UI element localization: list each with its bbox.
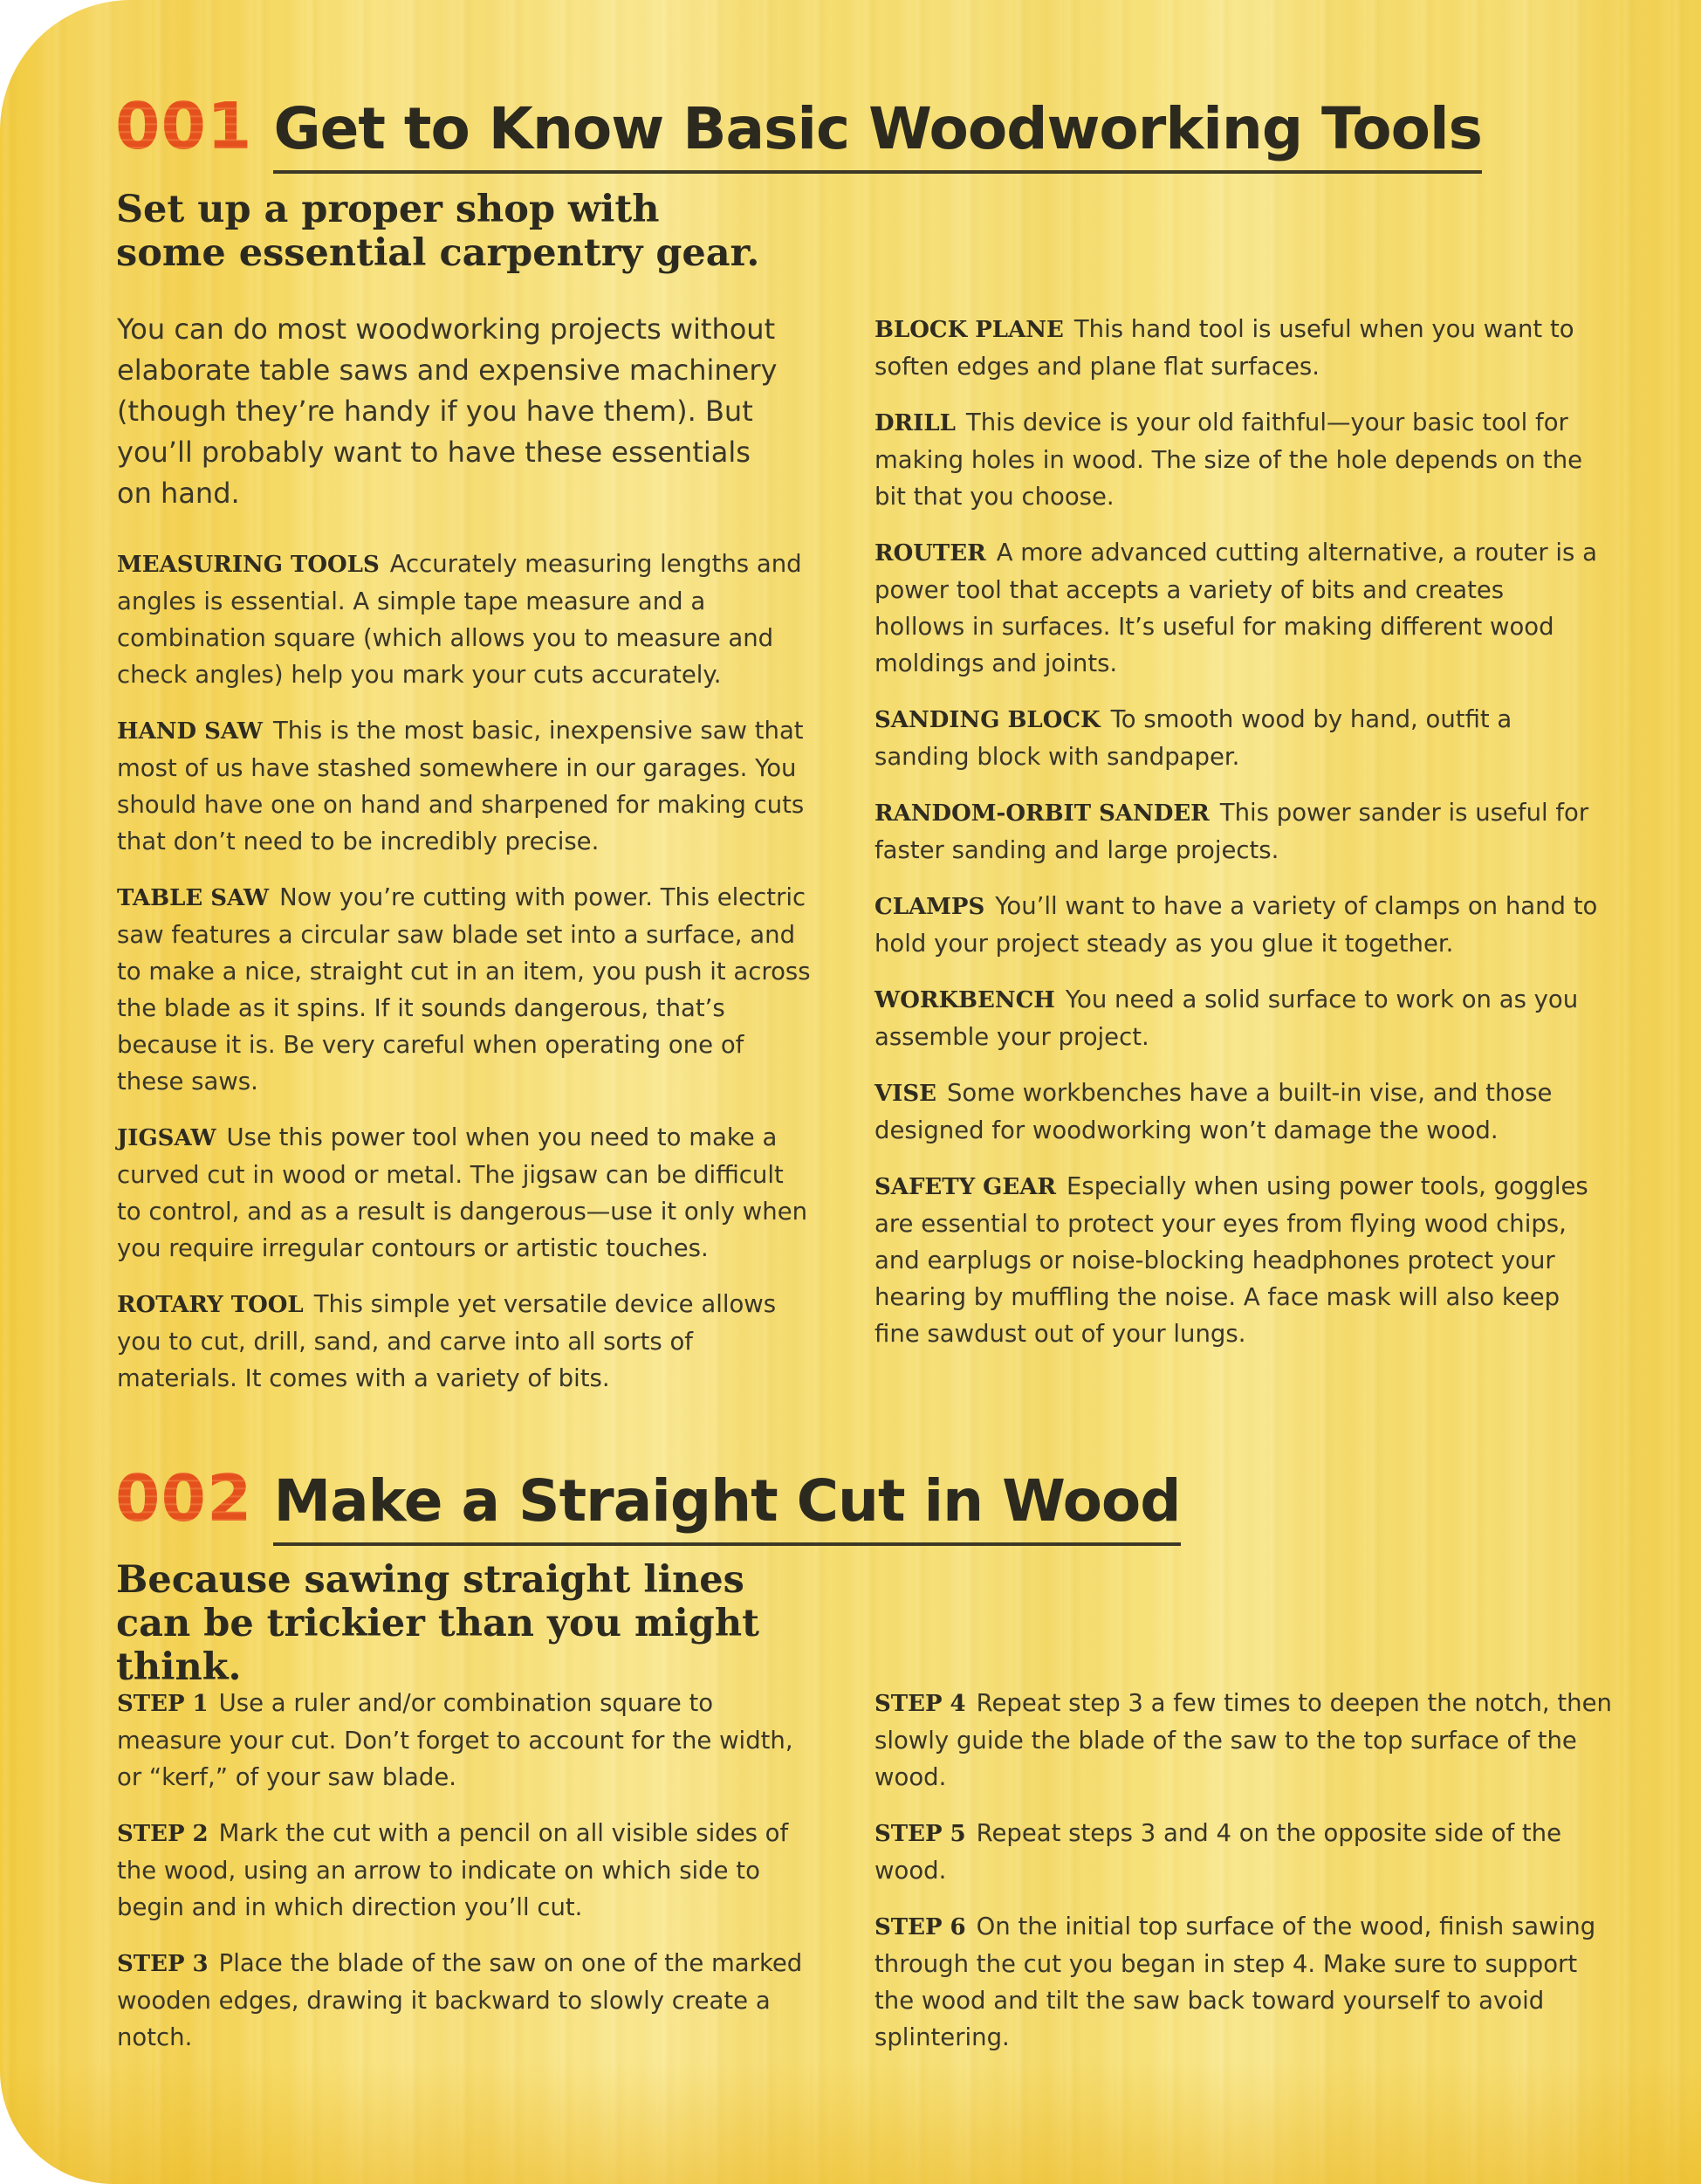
step-entry xyxy=(117,1945,815,2056)
step-entry xyxy=(117,1815,815,1926)
tool-entry xyxy=(117,1286,815,1397)
tool-entry xyxy=(875,404,1599,515)
tool-description: To smooth wood by hand, outfit a sanding block with sandpaper. xyxy=(875,705,1512,771)
tool-label: MEASURING TOOLS xyxy=(117,552,380,578)
tool-label: SAFETY GEAR xyxy=(875,1174,1056,1200)
tool-label: WORKBENCH xyxy=(875,987,1055,1013)
section-1-left-list xyxy=(117,546,815,1397)
tool-entry xyxy=(875,981,1599,1055)
tool-label: BLOCK PLANE xyxy=(875,317,1064,343)
tool-description: This power sander is useful for faster sanding and large projects. xyxy=(875,799,1589,864)
step-label: STEP 4 xyxy=(875,1691,966,1717)
section-2-header xyxy=(115,1461,1181,1546)
step-entry xyxy=(117,1685,815,1796)
tool-description: You’ll want to have a variety of clamps on hand to hold your project steady as you glue it together. xyxy=(875,892,1598,958)
tool-description: This device is your old faithful—your basic tool for making holes in wood. The size of the hole depends on the bit that you choose. xyxy=(875,409,1583,511)
section-1-number: 001 xyxy=(115,89,253,164)
tool-label: CLAMPS xyxy=(875,894,985,920)
tool-entry xyxy=(875,888,1599,962)
tool-description: Especially when using power tools, goggles are essential to protect your eyes from flying wood chips, and earplugs or noise-blocking headphones protect your hearing by muffling the noise. A face mask will also keep fine sawdust out of your lungs. xyxy=(875,1172,1588,1348)
tool-description: A more advanced cutting alternative, a router is a power tool that accepts a variety of bits and creates hollows in surfaces. It’s useful for making different wood moldings and joints. xyxy=(875,539,1597,677)
section-1-header xyxy=(115,89,1482,174)
section-2-number: 002 xyxy=(115,1461,253,1536)
step-description: Repeat step 3 a few times to deepen the notch, then slowly guide the blade of the saw to the top surface of the wood. xyxy=(875,1689,1612,1791)
step-label: STEP 5 xyxy=(875,1821,966,1847)
step-entry xyxy=(875,1685,1616,1796)
tool-description: This simple yet versatile device allows you to cut, drill, sand, and carve into all sorts of materials. It comes with a variety of bits. xyxy=(117,1290,777,1392)
section-2-left-column xyxy=(117,1685,815,2075)
tool-entry xyxy=(875,1075,1599,1149)
tool-label: RANDOM-ORBIT SANDER xyxy=(875,800,1210,827)
tool-entry xyxy=(875,701,1599,775)
tool-label: HAND SAW xyxy=(117,718,263,745)
tool-entry xyxy=(117,1119,815,1267)
step-description: Place the blade of the saw on one of the marked wooden edges, drawing it backward to slowly create a notch. xyxy=(117,1949,803,2051)
tool-description: This hand tool is useful when you want to soften edges and plane flat surfaces. xyxy=(875,315,1574,381)
step-label: STEP 2 xyxy=(117,1821,209,1847)
section-1-right-column xyxy=(875,311,1599,1371)
tool-label: SANDING BLOCK xyxy=(875,707,1101,733)
tool-description: Accurately measuring lengths and angles is essential. A simple tape measure and a combination square (which allows you to measure and check angles) help you mark your cuts accurately. xyxy=(117,550,802,689)
tool-description: Use this power tool when you need to make a curved cut in wood or metal. The jigsaw can be difficult to control, and as a result is dangerous—use it only when you require irregular contours or artistic touches. xyxy=(117,1123,808,1262)
step-entry xyxy=(875,1908,1616,2056)
tool-entry xyxy=(117,712,815,860)
tool-entry xyxy=(875,794,1599,869)
tool-label: DRILL xyxy=(875,410,956,436)
step-description: On the initial top surface of the wood, finish sawing through the cut you began in step 4. Make sure to support the wood and tilt the saw back toward yourself to avoid splintering. xyxy=(875,1913,1596,2051)
tool-description: Now you’re cutting with power. This electric saw features a circular saw blade set into a surface, and to make a nice, straight cut in an item, you push it across the blade as it spins. If it sounds dangerous, that’s because it is. Be very careful when operating one of these saws. xyxy=(117,883,811,1095)
step-entry xyxy=(875,1815,1616,1889)
tool-entry xyxy=(875,311,1599,385)
step-label: STEP 1 xyxy=(117,1691,209,1717)
section-2-subtitle: Because sawing straight lines can be trickier than you might think. xyxy=(116,1558,759,1689)
section-2-right-column xyxy=(875,1685,1616,2075)
tool-entry xyxy=(117,879,815,1100)
tool-label: TABLE SAW xyxy=(117,885,270,911)
step-description: Use a ruler and/or combination square to measure your cut. Don’t forget to account for the width, or “kerf,” of your saw blade. xyxy=(117,1689,793,1791)
tool-description: This is the most basic, inexpensive saw that most of us have stashed somewhere in our garages. You should have one on hand and sharpened for making cuts that don’t need to be incredibly precise. xyxy=(117,717,805,855)
step-label: STEP 6 xyxy=(875,1914,966,1940)
section-2-title: Make a Straight Cut in Wood xyxy=(273,1473,1180,1546)
step-label: STEP 3 xyxy=(117,1951,209,1977)
step-description: Repeat steps 3 and 4 on the opposite side of the wood. xyxy=(875,1819,1561,1885)
section-1-title: Get to Know Basic Woodworking Tools xyxy=(273,100,1481,174)
tool-description: Some workbenches have a built-in vise, and those designed for woodworking won’t damage the wood. xyxy=(875,1079,1553,1144)
section-1-intro: You can do most woodworking projects without elaborate table saws and expensive machinery (though they’re handy if you have them). But you’ll probably want to have these essentials on hand. xyxy=(117,312,778,510)
step-description: Mark the cut with a pencil on all visible sides of the wood, using an arrow to indicate on which side to begin and in which direction you’ll cut. xyxy=(117,1819,789,1921)
tool-description: You need a solid surface to work on as you assemble your project. xyxy=(875,986,1579,1051)
tool-label: ROTARY TOOL xyxy=(117,1292,304,1318)
tool-label: ROUTER xyxy=(875,540,986,567)
tool-entry xyxy=(117,546,815,693)
section-1-subtitle: Set up a proper shop with some essential carpentry gear. xyxy=(116,188,760,275)
tool-label: VISE xyxy=(875,1081,936,1107)
section-1-left-column xyxy=(117,309,815,1416)
tool-label: JIGSAW xyxy=(117,1125,216,1151)
tool-entry xyxy=(875,1168,1599,1352)
tool-entry xyxy=(875,534,1599,682)
